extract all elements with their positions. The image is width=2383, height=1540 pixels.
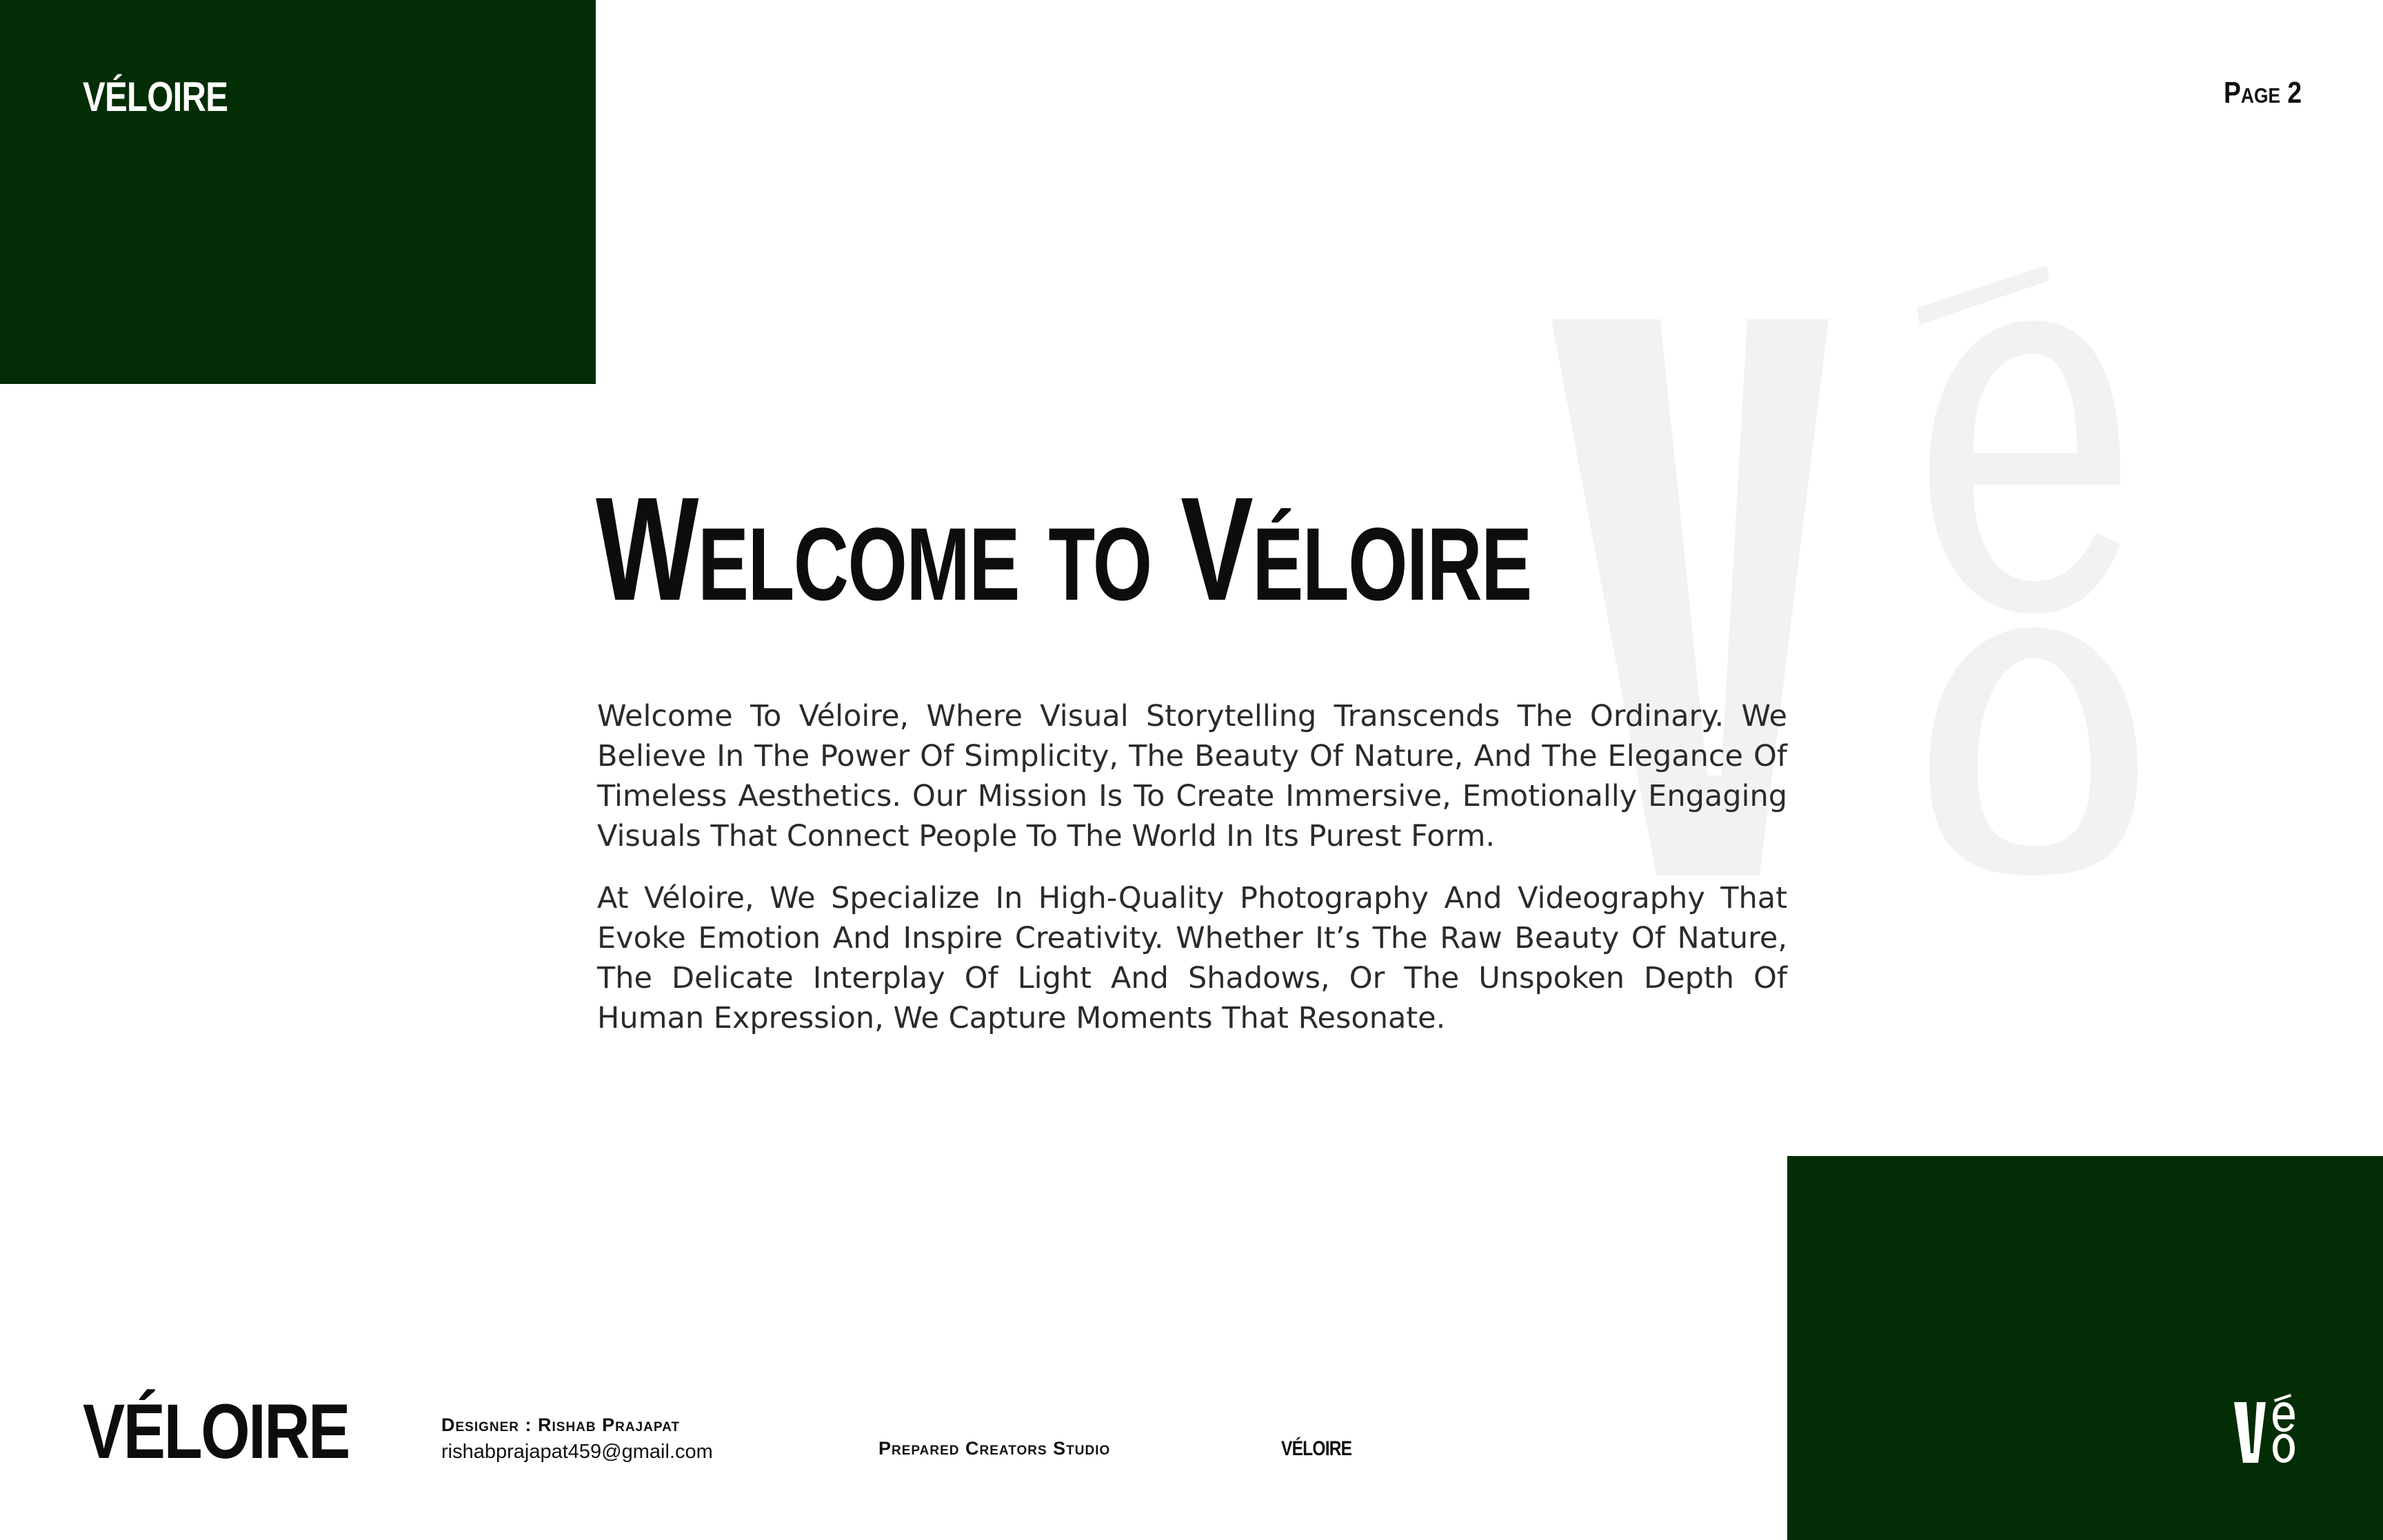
page-number-label: Page 2 bbox=[2223, 76, 2302, 110]
veloire-monogram-icon bbox=[2234, 1394, 2300, 1463]
watermark-o-shape bbox=[1929, 627, 2138, 875]
bottom-right-brand-block bbox=[1787, 1156, 2383, 1540]
footer-small-logo: VÉLOIRE bbox=[1281, 1437, 1352, 1460]
designer-name: Designer : Rishab Prajapat bbox=[441, 1415, 681, 1435]
designer-credit bbox=[441, 1412, 713, 1466]
page-title: Welcome to Véloire bbox=[596, 467, 1531, 631]
intro-paragraph-1: Welcome To Véloire, Where Visual Storytelling Transcends The Ordinary. We Believe In The Power Of Simplicity, The Beauty Of Nature, And The Elegance Of Timeless Aesthetics. Our Mission Is To Create Immersive, Emotionally Engaging Visuals That Connect People To The World In Its Purest Form. bbox=[597, 699, 1787, 853]
intro-paragraph-2: At Véloire, We Specialize In High-Quality Photography And Videography That Evoke Emotion And Inspire Creativity. Whether It’s The Raw Beauty Of Nature, The Delicate Interplay Of Light And Shadows, Or The Unspoken Depth Of Human Expression, We Capture Moments That Resonate. bbox=[597, 881, 1787, 1035]
watermark-e-shape bbox=[1929, 321, 2120, 614]
watermark-accent-shape bbox=[1917, 265, 2049, 325]
studio-credit: Prepared Creators Studio bbox=[878, 1438, 1111, 1459]
top-left-brand-block bbox=[0, 0, 596, 384]
footer-logo: VÉLOIRE bbox=[83, 1388, 349, 1475]
header-logo: VÉLOIRE bbox=[83, 74, 228, 120]
intro-body bbox=[597, 696, 1787, 1060]
designer-email: rishabprajapat459@gmail.com bbox=[441, 1441, 713, 1463]
